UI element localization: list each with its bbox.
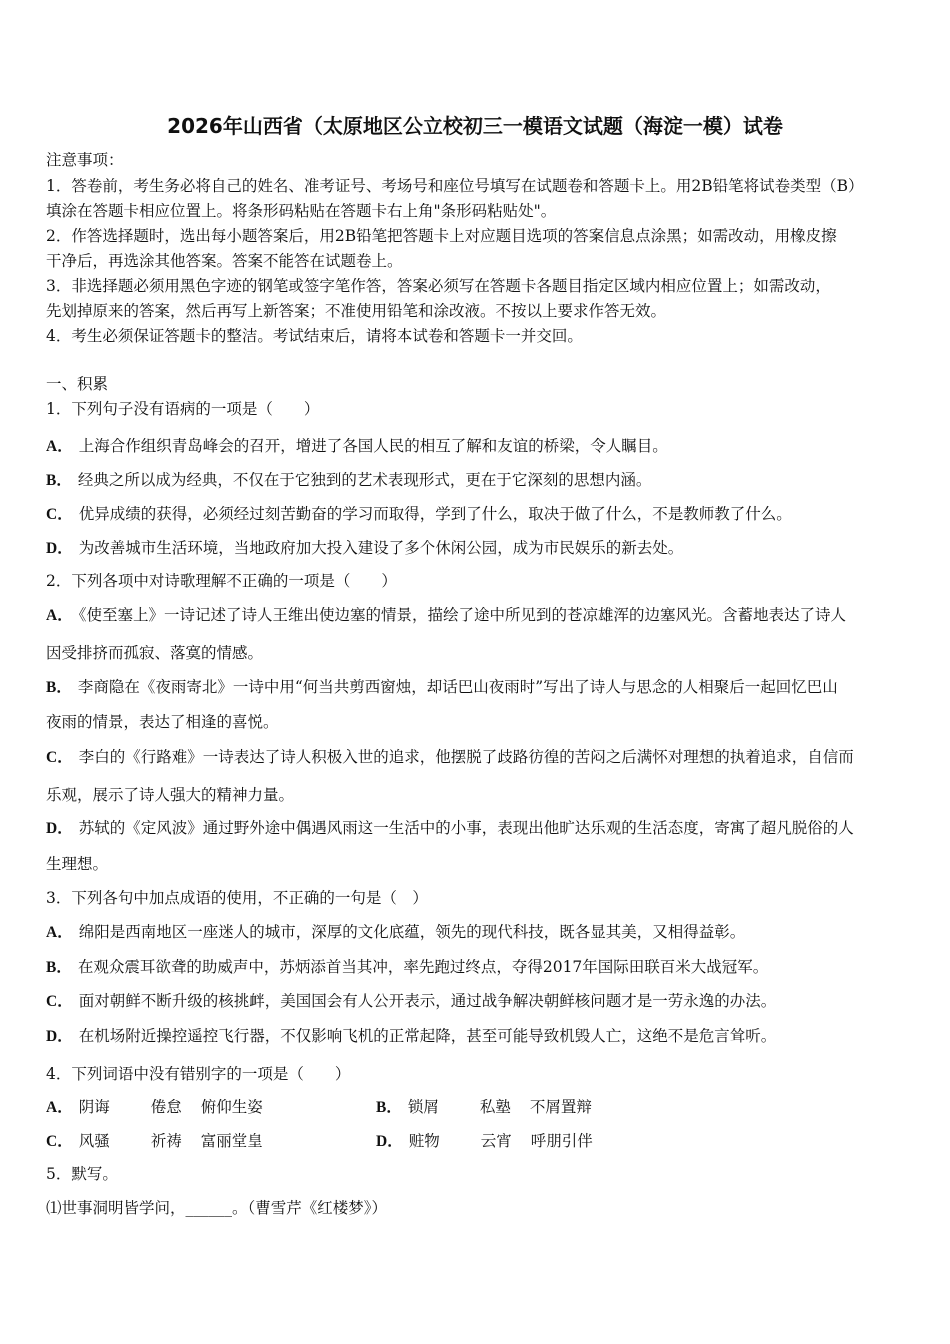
option	[46, 504, 792, 525]
option-key: B．	[46, 679, 72, 696]
option-key: D．	[46, 820, 73, 837]
option-key: D．	[376, 1133, 403, 1150]
word: 云宵	[480, 1132, 512, 1150]
option-continuation: 生理想。	[46, 855, 109, 873]
option-text: 经典之所以成为经典，不仅在于它独到的艺术表现形式，更在于它深刻的思想内涵。	[77, 471, 652, 489]
page-title: 2026年山西省（太原地区公立校初三一模语文试题（海淀一模）试卷	[167, 114, 783, 138]
option-key: A．	[46, 924, 73, 941]
option	[46, 1026, 776, 1047]
option-key: A．	[46, 1099, 73, 1116]
option	[376, 1097, 592, 1118]
option-key: C．	[46, 506, 73, 523]
option	[46, 677, 838, 698]
question-stem: 1．下列句子没有语病的一项是（ ）	[46, 400, 320, 418]
word: 富丽堂皇	[200, 1132, 263, 1150]
option-key: A．	[46, 607, 73, 624]
option	[46, 1131, 263, 1152]
option-text: 《使至塞上》一诗记述了诗人王维出使边塞的情景，描绘了途中所见到的苍凉雄浑的边塞风光。含蓄地表达了诗人	[78, 606, 846, 624]
option-key: C．	[46, 993, 73, 1010]
notice-heading: 注意事项：	[46, 151, 124, 169]
notice-line: 4．考生必须保证答题卡的整洁。考试结束后，请将本试卷和答题卡一并交回。	[46, 327, 583, 345]
option	[46, 470, 651, 491]
option-key: D．	[46, 540, 73, 557]
section-heading: 一、积累	[46, 375, 109, 393]
word: 俯仰生姿	[200, 1098, 263, 1116]
option	[46, 957, 768, 978]
word: 祈祷	[150, 1132, 182, 1150]
notice-line: 干净后，再选涂其他答案。答案不能答在试题卷上。	[46, 252, 403, 270]
option-key: B．	[376, 1099, 402, 1116]
option-text: 上海合作组织青岛峰会的召开，增进了各国人民的相互了解和友谊的桥梁，令人瞩目。	[78, 437, 668, 455]
option	[46, 922, 745, 943]
word: 赃物	[408, 1132, 440, 1150]
question-stem: 3．下列各句中加点成语的使用，不正确的一句是（ ）	[46, 889, 428, 907]
option-text: 李商隐在《夜雨寄北》一诗中用“何当共剪西窗烛，却话巴山夜雨时”写出了诗人与思念的人相聚后一起回忆巴山	[77, 678, 838, 696]
notice-line: 2．作答选择题时，选出每小题答案后，用2B铅笔把答题卡上对应题目选项的答案信息点涂黑；如需改动，用橡皮擦	[46, 227, 837, 245]
option-text: 为改善城市生活环境，当地政府加大投入建设了多个休闲公园，成为市民娱乐的新去处。	[78, 539, 684, 557]
word: 不屑置辩	[529, 1098, 592, 1116]
word: 风骚	[78, 1132, 110, 1150]
option-text: 绵阳是西南地区一座迷人的城市，深厚的文化底蕴，领先的现代科技，既各显其美，又相得益彰。	[78, 923, 746, 941]
notice-line: 1．答卷前，考生务必将自己的姓名、准考证号、考场号和座位号填写在试题卷和答题卡上。用2B铅笔将试卷类型（B）	[46, 177, 864, 195]
notice-line: 填涂在答题卡相应位置上。将条形码粘贴在答题卡右上角"条形码粘贴处"。	[46, 202, 557, 220]
option	[46, 1097, 263, 1118]
word: 阴诲	[78, 1098, 110, 1116]
option-continuation: 夜雨的情景，表达了相逢的喜悦。	[46, 713, 279, 731]
option-key: C．	[46, 1133, 73, 1150]
option-text: 在机场附近操控遥控飞行器，不仅影响飞机的正常起降，甚至可能导致机毁人亡，这绝不是危言耸听。	[78, 1027, 777, 1045]
question-stem: 2．下列各项中对诗歌理解不正确的一项是（ ）	[46, 572, 397, 590]
question-stem: 4．下列词语中没有错别字的一项是（ ）	[46, 1065, 351, 1083]
word: 私塾	[479, 1098, 511, 1116]
option-key: D．	[46, 1028, 73, 1045]
option	[46, 538, 683, 559]
notice-line: 3．非选择题必须用黑色字迹的钢笔或签字笔作答，答案必须写在答题卡各题目指定区域内相应位置上；如需改动，	[46, 277, 831, 295]
question-stem: 5．默写。	[46, 1165, 118, 1183]
option-key: A．	[46, 438, 73, 455]
option	[46, 991, 776, 1012]
notice-line: 先划掉原来的答案，然后再写上新答案；不准使用铅笔和涂改液。不按以上要求作答无效。	[46, 302, 667, 320]
word: 倦怠	[150, 1098, 182, 1116]
word: 锁屑	[407, 1098, 439, 1116]
option-text: 李白的《行路难》一诗表达了诗人积极入世的追求，他摆脱了歧路彷徨的苦闷之后满怀对理想的执着追求，自信而	[78, 748, 854, 766]
option-key: B．	[46, 472, 72, 489]
option	[46, 605, 846, 626]
option-continuation: 乐观，展示了诗人强大的精神力量。	[46, 786, 295, 804]
option-key: C．	[46, 749, 73, 766]
dictation-item: ⑴世事洞明皆学问，______。（曹雪芹《红楼梦》）	[46, 1199, 388, 1217]
option-text: 在观众震耳欲聋的助威声中，苏炳添首当其冲，率先跑过终点，夺得2017年国际田联百米大战冠军。	[77, 958, 769, 976]
option-text: 苏轼的《定风波》通过野外途中偶遇风雨这一生活中的小事，表现出他旷达乐观的生活态度，寄寓了超凡脱俗的人	[78, 819, 854, 837]
option-text: 优异成绩的获得，必须经过刻苦勤奋的学习而取得，学到了什么，取决于做了什么，不是教师教了什么。	[78, 505, 792, 523]
option	[46, 818, 854, 839]
option	[46, 747, 854, 768]
word: 呼朋引伴	[530, 1132, 593, 1150]
option	[46, 436, 668, 457]
option	[376, 1131, 593, 1152]
option-key: B．	[46, 959, 72, 976]
option-continuation: 因受排挤而孤寂、落寞的情感。	[46, 644, 264, 662]
option-text: 面对朝鲜不断升级的核挑衅，美国国会有人公开表示，通过战争解决朝鲜核问题才是一劳永逸的办法。	[78, 992, 777, 1010]
